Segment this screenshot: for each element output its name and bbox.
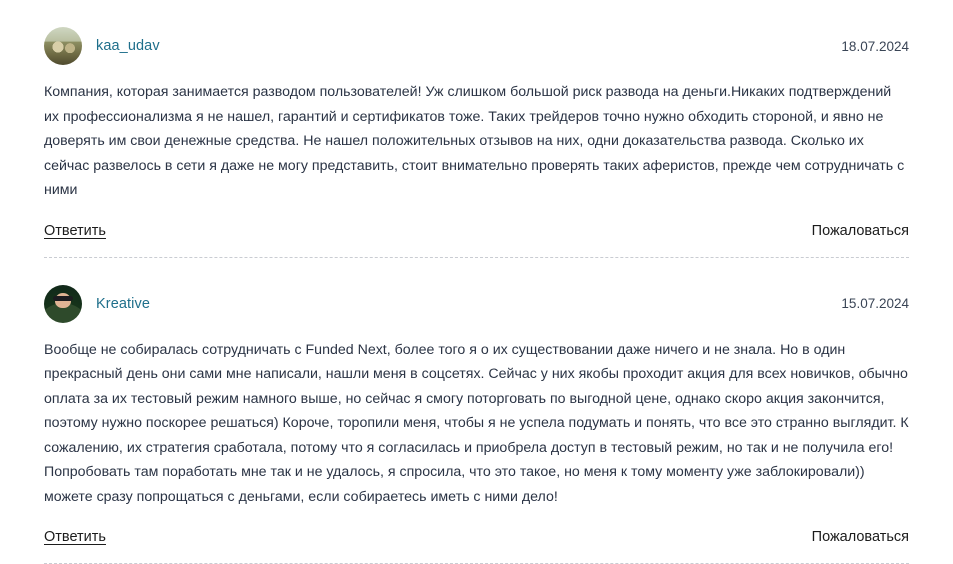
author-name[interactable]: kaa_udav (96, 38, 160, 54)
complain-button[interactable]: Пожаловаться (812, 223, 909, 239)
reply-button[interactable]: Ответить (44, 223, 106, 239)
review-actions (44, 223, 909, 257)
author-name[interactable]: Kreative (96, 296, 150, 312)
complain-button[interactable]: Пожаловаться (812, 529, 909, 545)
review-date: 18.07.2024 (841, 39, 909, 54)
reply-button[interactable]: Ответить (44, 529, 106, 545)
review-text: Вообще не собиралась сотрудничать с Funded Next, более того я о их существовании даже ничего и не знала. Но в один прекрасный день они сами мне написали, нашли меня в соцсетях. Сейчас у них якобы проходит акция для всех новичков, обычно оплата за их тестовый режим намного выше, но сейчас я смогу поторговать по выгодной цене, однако скоро акция закончится, поэтому нужно поскорее решаться) Короче, торопили меня, чтобы я не успела подумать и понять, что все это странно выглядит. К сожалению, их стратегия сработала, потому что я согласилась и приобрела доступ в тестовый режим, но так и не получила его! Попробовать там поработать мне так и не удалось, я спросила, что это такое, но меня к тому моменту уже заблокировали)) можете сразу попрощаться с деньгами, если собираетесь иметь с ними дело! (44, 338, 909, 510)
review-actions (44, 529, 909, 563)
avatar-person-icon (44, 285, 82, 323)
review-item (44, 0, 909, 258)
review-date: 15.07.2024 (841, 296, 909, 311)
review-author (44, 27, 160, 65)
review-text: Компания, которая занимается разводом пользователей! Уж слишком большой риск развода на деньги.Никаких подтверждений их профессионализма я не нашел, гарантий и сертификатов тоже. Таких трейдеров точно нужно обходить стороной, и явно не доверять им свои денежные средства. Не нашел положительных отзывов на них, одни доказательства развода. Сколько их сейчас развелось в сети я даже не могу представить, стоит внимательно проверять таких аферистов, прежде чем сотрудничать с ними (44, 80, 909, 203)
review-header (44, 284, 909, 324)
review-header (44, 26, 909, 66)
avatar-landscape-icon (44, 27, 82, 65)
review-item (44, 258, 909, 564)
review-author (44, 285, 150, 323)
